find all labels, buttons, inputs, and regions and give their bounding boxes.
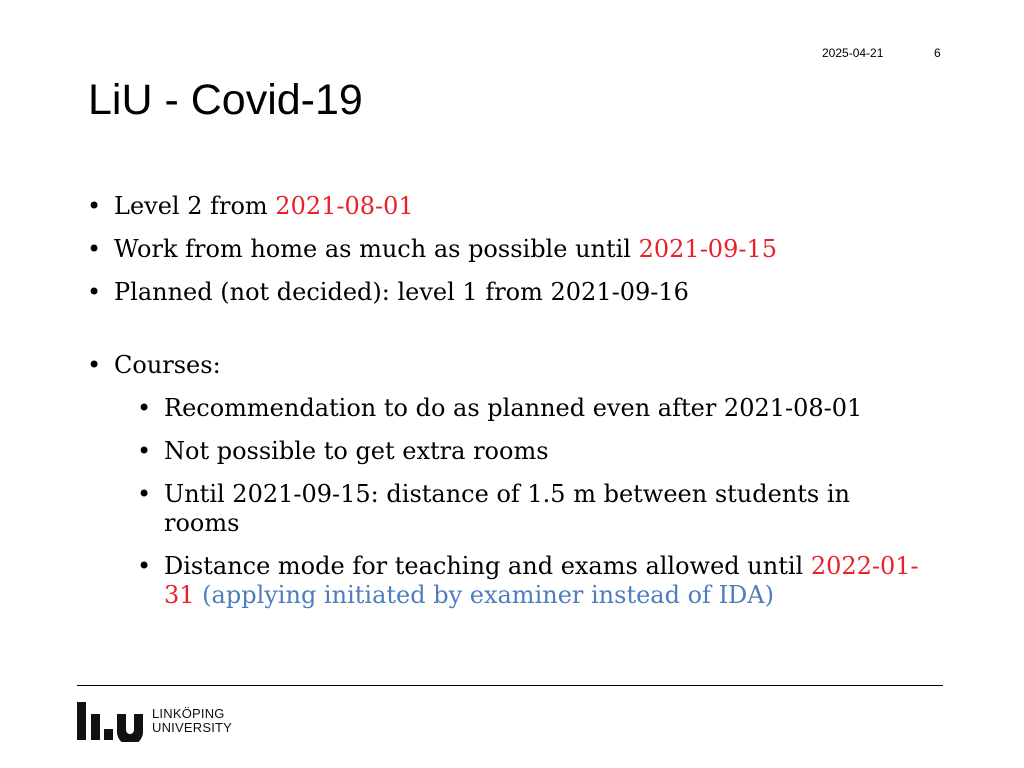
bullet-dot-icon: • bbox=[87, 278, 102, 306]
bullet-text: Courses: bbox=[114, 351, 221, 379]
bullet-text: Work from home as much as possible until bbox=[114, 235, 639, 263]
sub-bullet-recommendation bbox=[84, 394, 924, 423]
bullet-courses bbox=[84, 351, 924, 380]
slide-body bbox=[84, 192, 924, 624]
bullet-text: Not possible to get extra rooms bbox=[164, 437, 549, 465]
slide-page-number: 6 bbox=[934, 46, 941, 60]
sub-bullet-distance-mode bbox=[84, 552, 924, 610]
bullet-note: (applying initiated by examiner instead of IDA) bbox=[194, 581, 774, 609]
bullet-dot-icon: • bbox=[87, 192, 102, 220]
logo-line-1: LINKÖPING bbox=[152, 706, 225, 721]
bullet-text: Level 2 from bbox=[114, 192, 276, 220]
bullet-dot-icon: • bbox=[137, 394, 152, 422]
date-highlight: 2021-09-15 bbox=[638, 235, 777, 263]
bullet-dot-icon: • bbox=[87, 351, 102, 379]
bullet-text: Distance mode for teaching and exams allowed until bbox=[164, 552, 811, 580]
bullet-text: Recommendation to do as planned even after 2021-08-01 bbox=[164, 394, 863, 422]
bullet-work-from-home bbox=[84, 235, 924, 264]
bullet-dot-icon: • bbox=[87, 235, 102, 263]
footer-divider bbox=[77, 685, 943, 686]
logo-line-2: UNIVERSITY bbox=[152, 720, 233, 735]
liu-logo-text bbox=[152, 707, 232, 735]
bullet-planned bbox=[84, 278, 924, 307]
bullet-text: Planned (not decided): level 1 from 2021-09-16 bbox=[114, 278, 689, 306]
bullet-dot-icon: • bbox=[137, 552, 152, 580]
date-highlight: 2022-01-31 bbox=[164, 552, 919, 609]
sub-bullet-extra-rooms bbox=[84, 437, 924, 466]
liu-logo-icon bbox=[77, 700, 147, 742]
liu-logo bbox=[77, 700, 232, 742]
bullet-level-2 bbox=[84, 192, 924, 221]
sub-bullet-distance bbox=[84, 480, 924, 538]
date-highlight: 2021-08-01 bbox=[275, 192, 414, 220]
bullet-dot-icon: • bbox=[137, 480, 152, 508]
bullet-dot-icon: • bbox=[137, 437, 152, 465]
slide-title: LiU - Covid-19 bbox=[88, 76, 363, 124]
bullet-text: Until 2021-09-15: distance of 1.5 m between students in rooms bbox=[164, 480, 850, 537]
slide-date: 2025-04-21 bbox=[822, 46, 884, 60]
